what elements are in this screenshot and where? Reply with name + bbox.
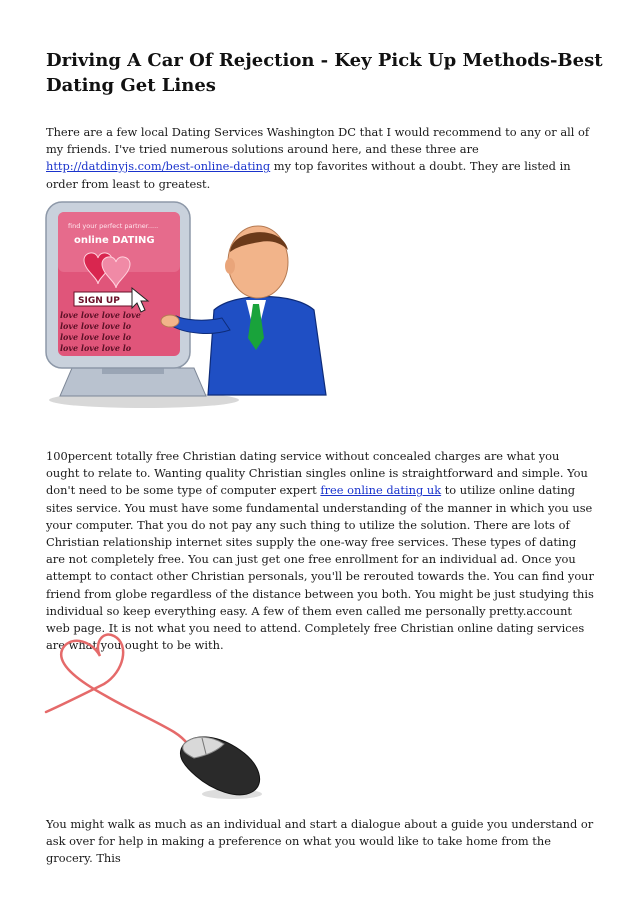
intro-text-before: There are a few local Dating Services Washington DC that I would recommend to any or all of my friends. I've tried numerous solutions around here, and these three are xyxy=(46,125,590,157)
screen-title: online DATING xyxy=(74,235,155,246)
closing-paragraph: You might walk as much as an individual and start a dialogue about a guide you understand or ask over for help in making a preference on what you would like to take home from the grocery. This xyxy=(46,817,594,866)
pointing-hand xyxy=(161,315,179,327)
page-title: Driving A Car Of Rejection - Key Pick Up Methods-Best Dating Get Lines xyxy=(46,50,603,96)
svg-text:love love love lo: love love love lo xyxy=(60,321,132,331)
sign-up-label: SIGN UP xyxy=(78,296,120,306)
body-text-after: to utilize online dating sites service. You must have some fundamental understanding of the manner in which you use your computer. That you do not pay any such thing to utilize the solution. There are lots of Christian relationship internet sites supply the one-way free services. These types of dating are not completely free. You can just get one free enrollment for an individual ad. Once you attempt to contact other Christian personals, you'll be rerouted towards the. You can find your friend from globe regardless of the distance between you both. You might be just studying this individual so keep everything easy. A few of them even called me personally pretty.account web page. It is not what you need to attend. Completely free Christian online dating services are what you ought to be with. xyxy=(46,483,594,653)
intro-text-after: my top favorites without a doubt. They are listed in order from least to greatest. xyxy=(46,159,571,191)
svg-text:love love love lo: love love love lo xyxy=(60,343,132,353)
body-text-before: 100percent totally free Christian dating service without concealed charges are what you ought to relate to. Wanting quality Christian singles online is straightforward and simple. You don't need to be some type of computer expert xyxy=(46,449,588,498)
svg-text:love love love love: love love love love xyxy=(60,310,141,320)
intro-link[interactable]: http://datdinyjs.com/best-online-dating xyxy=(46,159,271,174)
mouse-heart-cord-illustration xyxy=(44,624,274,804)
screen-caption: find your perfect partner..... xyxy=(68,222,159,230)
svg-text:love love love lo: love love love lo xyxy=(60,332,132,342)
body-link[interactable]: free online dating uk xyxy=(320,483,442,498)
intro-paragraph xyxy=(46,124,596,193)
online-dating-computer-illustration xyxy=(44,200,344,415)
heart-shaped-cord xyxy=(46,635,200,764)
